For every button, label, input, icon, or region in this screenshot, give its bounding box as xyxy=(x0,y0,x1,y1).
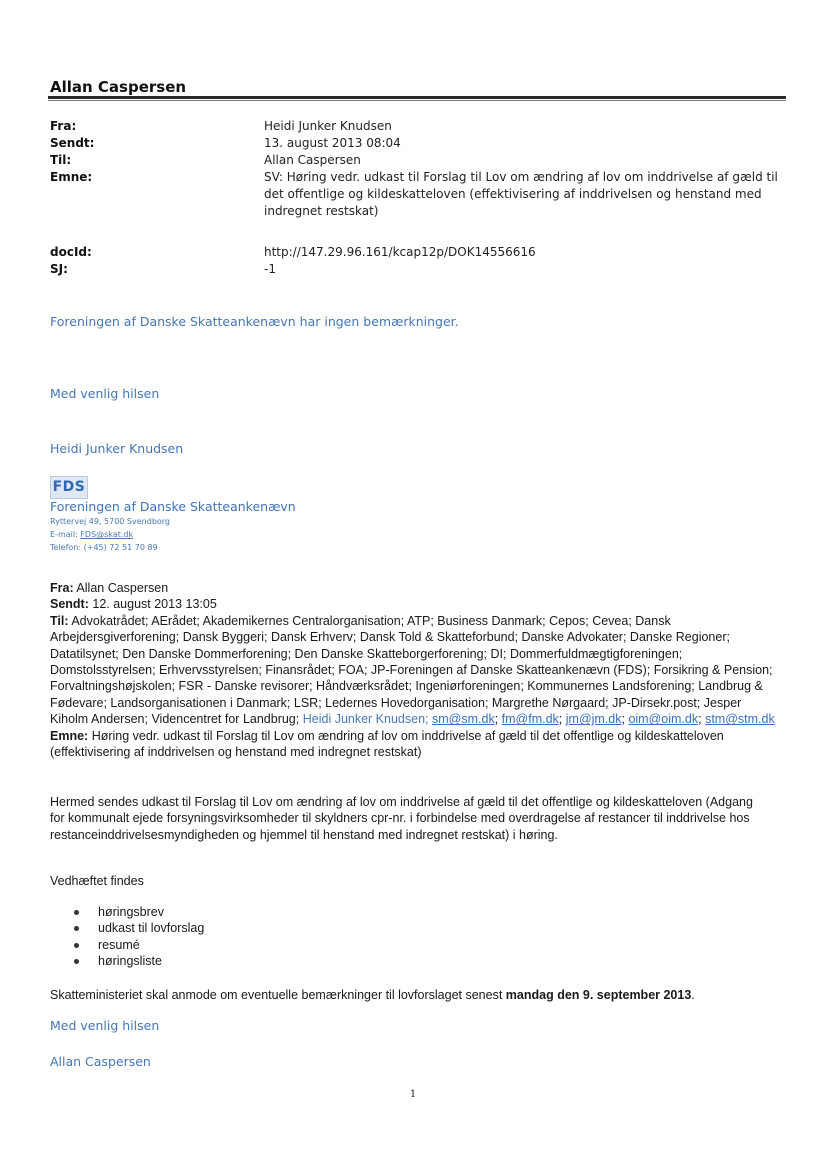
docid-label: docId: xyxy=(50,245,92,259)
reply-signer: Heidi Junker Knudsen xyxy=(50,441,184,456)
bullet-icon xyxy=(74,926,79,931)
deadline-paragraph xyxy=(50,987,770,1003)
to-label: Til: xyxy=(50,153,72,167)
signature-email-label: E-mail: xyxy=(50,530,78,539)
sj-label: SJ: xyxy=(50,262,68,276)
subject-value: SV: Høring vedr. udkast til Forslag til Lov om ændring af lov om inddrivelse af gæld til det offentlige og kildeskatteloven (effektivisering af inddrivelsen og henstand med indregnet restskat) xyxy=(264,170,778,218)
signature-email-link[interactable]: FDS@skat.dk xyxy=(80,530,134,539)
list-item xyxy=(72,953,204,969)
page-number: 1 xyxy=(409,1089,417,1100)
attachment-name: udkast til lovforslag xyxy=(98,921,205,936)
attachment-list xyxy=(72,904,204,970)
list-item xyxy=(72,904,204,920)
document-owner-name: Allan Caspersen xyxy=(50,78,187,96)
recipient-link-fm[interactable]: fm@fm.dk xyxy=(501,712,559,727)
signature-phone: Telefon: (+45) 72 51 70 89 xyxy=(50,543,158,552)
deadline-end: . xyxy=(691,988,695,1002)
sent-label: Sendt: xyxy=(50,136,95,150)
recipient-link-sm[interactable]: sm@sm.dk xyxy=(432,712,495,727)
header-divider-thin xyxy=(48,100,786,101)
subject-label: Emne: xyxy=(50,170,93,184)
reply-doc-metadata xyxy=(50,244,790,278)
signature-email-line xyxy=(50,529,133,541)
forwarded-sent-line xyxy=(50,596,780,612)
from-value: Heidi Junker Knudsen xyxy=(264,119,392,133)
list-item xyxy=(72,920,204,936)
forwarded-header xyxy=(50,580,780,760)
reply-from-row xyxy=(50,118,790,135)
sj-value: -1 xyxy=(264,262,276,276)
forwarded-to-value: Advokatrådet; AErådet; Akademikernes Centralorganisation; ATP; Business Danmark; Cepos; Cevea; Dansk Arbejdersgiverforening; Dansk Byggeri; Dansk Erhverv; Dansk Told & Skatteforbund; Danske Advokater; Danske Regioner; Datatilsynet; Den Danske Dommerforening; Den Danske Skatteborgerforening; DI; Dommerfuldmægtigforeningen; Domstolsstyrelsen; Erhvervsstyrelsen; Finansrådet; FOA; JP-Foreningen af Danske Skatteankenævn (FDS); Forsikring & Pension; Forvaltningshøjskolen; FSR - Danske revisorer; Håndværksrådet; Ingeniørforeningen; Kommunernes Landsforening; Landbrug & Fødevare; Landsorganisationen i Danmark; LSR; Ledernes Hovedorganisation; Margrethe Nørgaard; JP-Dirsekr.post; Jesper Kiholm Andersen; Videncentret for Landbrug; xyxy=(50,613,773,727)
reply-closing: Med venlig hilsen xyxy=(50,386,160,401)
recipient-link-stm[interactable]: stm@stm.dk xyxy=(705,712,775,727)
from-label: Fra: xyxy=(50,119,77,133)
reply-message: Foreningen af Danske Skatteankenævn har ingen bemærkninger. xyxy=(50,314,459,329)
attachment-name: høringsliste xyxy=(98,954,162,969)
docid-value: http://147.29.96.161/kcap12p/DOK14556616 xyxy=(264,245,536,259)
recipient-link-oim[interactable]: oim@oim.dk xyxy=(628,712,699,727)
forwarded-from-label: Fra: xyxy=(50,581,74,595)
docid-row xyxy=(50,244,790,261)
forwarded-subject-value: Høring vedr. udkast til Forslag til Lov om ændring af lov om inddrivelse af gæld til det offentlige og kildeskatteloven (effektivisering af inddrivelsen og henstand med indregnet restskat) xyxy=(50,728,724,760)
bullet-icon xyxy=(74,959,79,964)
forwarded-subject-line xyxy=(50,728,780,761)
signature-address: Ryttervej 49, 5700 Svendborg xyxy=(50,517,171,526)
sj-row xyxy=(50,261,790,278)
recipient-link-jm[interactable]: jm@jm.dk xyxy=(565,712,622,727)
forwarded-to-tail: Heidi Junker Knudsen; xyxy=(302,712,429,727)
attachments-label: Vedhæftet findes xyxy=(50,874,144,888)
sent-value: 13. august 2013 08:04 xyxy=(264,136,401,150)
forwarded-body-intro: Hermed sendes udkast til Forslag til Lov om ændring af lov om inddrivelse af gæld til det offentlige og kildeskatteloven (Adgang for kommunalt ejede forsyningsvirksomheder til skyldners cpr-nr. i forbindelse med overdragelse af restancer til inddrivelse hos restanceinddrivelsesmyndigheden og hjemmel til henstand med indregnet restskat) i høring. xyxy=(50,795,753,842)
forwarded-sent-value: 12. august 2013 13:05 xyxy=(92,597,217,612)
forwarded-to-line: Til: Advokatrådet; AErådet; Akademikernes Centralorganisation; ATP; Business Danmark; Cepos; Cevea; Dansk Arbejdersgiverforening; Dansk Byggeri; Dansk Erhverv; Dansk Told & Skatteforbund; Danske Advokater; Danske Regioner; Datatilsynet; Den Danske Dommerforening; Den Danske Skatteborgerforening; DI; Dommerfuldmægtigforeningen; Domstolsstyrelsen; Erhvervsstyrelsen; Finansrådet; FOA; JP-Foreningen af Danske Skatteankenævn (FDS); Forsikring & Pension; Forvaltningshøjskolen; FSR - Danske revisorer; Håndværksrådet; Ingeniørforeningen; Kommunernes Landsforening; Landbrug & Fødevare; Landsorganisationen i Danmark; LSR; Ledernes Hovedorganisation; Margrethe Nørgaard; JP-Dirsekr.post; Jesper Kiholm Andersen; Videncentret for Landbrug; Heidi Junker Knudsen; sm@sm.dk; fm@fm.dk; jm@jm.dk; oim@oim.dk; stm@stm.dk xyxy=(50,613,775,727)
deadline-date: mandag den 9. september 2013 xyxy=(505,988,692,1002)
forwarded-closing: Med venlig hilsen xyxy=(50,1018,160,1033)
header-divider xyxy=(48,96,786,99)
signature-org-name: Foreningen af Danske Skatteankenævn xyxy=(50,499,296,514)
forwarded-from-value: Allan Caspersen xyxy=(76,581,169,595)
list-item xyxy=(72,937,204,953)
attachment-name: høringsbrev xyxy=(98,905,164,919)
bullet-icon xyxy=(74,943,79,948)
forwarded-sent-label: Sendt: xyxy=(50,597,89,612)
forwarded-signer: Allan Caspersen xyxy=(50,1054,151,1069)
to-value: Allan Caspersen xyxy=(264,153,361,167)
forwarded-from-line xyxy=(50,580,780,596)
reply-metadata xyxy=(50,118,790,220)
forwarded-subject-label: Emne: xyxy=(50,728,89,743)
attachment-name: resumé xyxy=(98,937,140,952)
fds-logo: FDS xyxy=(50,476,88,499)
reply-subject-row xyxy=(50,169,790,220)
bullet-icon xyxy=(74,910,79,915)
deadline-text: Skatteministeriet skal anmode om eventuelle bemærkninger til lovforslaget senest xyxy=(50,988,503,1002)
forwarded-to-label: Til: xyxy=(50,613,69,628)
reply-to-row xyxy=(50,152,790,169)
reply-sent-row xyxy=(50,135,790,152)
